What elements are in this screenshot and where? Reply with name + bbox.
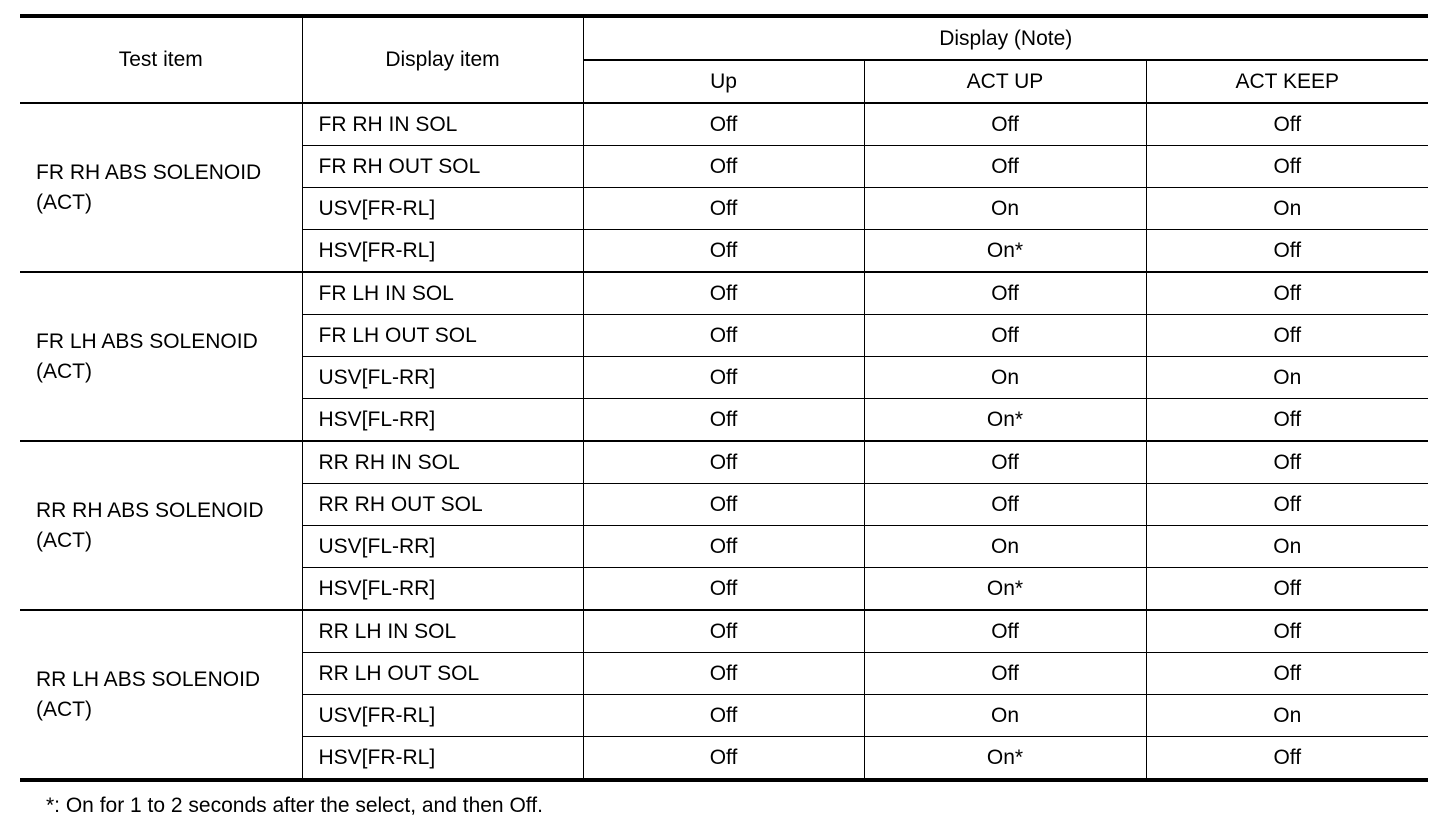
header-up: Up (583, 60, 864, 103)
display-item-cell: USV[FR-RL] (302, 695, 583, 737)
act-up-value-cell: Off (864, 484, 1146, 526)
up-value-cell: Off (583, 103, 864, 146)
display-item-cell: FR LH OUT SOL (302, 315, 583, 357)
up-value-cell: Off (583, 484, 864, 526)
up-value-cell: Off (583, 272, 864, 315)
act-keep-value-cell: On (1146, 695, 1428, 737)
test-item-suffix: (ACT) (36, 359, 92, 383)
up-value-cell: Off (583, 653, 864, 695)
display-item-cell: FR RH OUT SOL (302, 146, 583, 188)
act-keep-value-cell: On (1146, 357, 1428, 399)
test-item-suffix: (ACT) (36, 528, 92, 552)
table-row (20, 272, 1428, 315)
table-row (20, 441, 1428, 484)
up-value-cell: Off (583, 357, 864, 399)
table-body (20, 103, 1428, 780)
display-item-cell: HSV[FL-RR] (302, 399, 583, 442)
display-item-cell: RR LH IN SOL (302, 610, 583, 653)
act-keep-value-cell: Off (1146, 146, 1428, 188)
display-item-cell: RR RH OUT SOL (302, 484, 583, 526)
header-act-up: ACT UP (864, 60, 1146, 103)
display-item-cell: USV[FL-RR] (302, 526, 583, 568)
up-value-cell: Off (583, 610, 864, 653)
test-item-cell (20, 441, 302, 610)
act-up-value-cell: Off (864, 315, 1146, 357)
act-up-value-cell: On* (864, 230, 1146, 273)
test-item-label: RR RH ABS SOLENOID (36, 498, 264, 522)
display-item-cell: USV[FR-RL] (302, 188, 583, 230)
display-item-cell: USV[FL-RR] (302, 357, 583, 399)
act-up-value-cell: On* (864, 568, 1146, 611)
up-value-cell: Off (583, 737, 864, 781)
up-value-cell: Off (583, 526, 864, 568)
act-up-value-cell: Off (864, 272, 1146, 315)
act-keep-value-cell: On (1146, 188, 1428, 230)
act-up-value-cell: Off (864, 653, 1146, 695)
up-value-cell: Off (583, 315, 864, 357)
act-keep-value-cell: Off (1146, 272, 1428, 315)
test-item-suffix: (ACT) (36, 190, 92, 214)
display-item-cell: RR RH IN SOL (302, 441, 583, 484)
test-item-cell (20, 103, 302, 272)
test-item-label: RR LH ABS SOLENOID (36, 667, 261, 691)
act-up-value-cell: Off (864, 610, 1146, 653)
footnote: *: On for 1 to 2 seconds after the select, and then Off. (46, 794, 543, 817)
up-value-cell: Off (583, 441, 864, 484)
act-keep-value-cell: Off (1146, 315, 1428, 357)
act-keep-value-cell: Off (1146, 103, 1428, 146)
table-row (20, 103, 1428, 146)
act-keep-value-cell: Off (1146, 653, 1428, 695)
test-item-cell (20, 610, 302, 780)
act-up-value-cell: Off (864, 441, 1146, 484)
test-item-label: FR RH ABS SOLENOID (36, 160, 262, 184)
act-up-value-cell: Off (864, 103, 1146, 146)
actuator-test-table (20, 14, 1428, 782)
act-up-value-cell: On (864, 526, 1146, 568)
display-item-cell: HSV[FR-RL] (302, 230, 583, 273)
act-keep-value-cell: Off (1146, 737, 1428, 781)
up-value-cell: Off (583, 230, 864, 273)
display-item-cell: FR LH IN SOL (302, 272, 583, 315)
act-up-value-cell: On (864, 188, 1146, 230)
test-item-cell (20, 272, 302, 441)
act-up-value-cell: On* (864, 737, 1146, 781)
act-up-value-cell: On (864, 357, 1146, 399)
act-keep-value-cell: Off (1146, 441, 1428, 484)
up-value-cell: Off (583, 695, 864, 737)
header-display-note: Display (Note) (583, 16, 1428, 60)
act-keep-value-cell: Off (1146, 484, 1428, 526)
up-value-cell: Off (583, 568, 864, 611)
display-item-cell: FR RH IN SOL (302, 103, 583, 146)
table-header (20, 16, 1428, 103)
up-value-cell: Off (583, 188, 864, 230)
act-up-value-cell: On (864, 695, 1146, 737)
test-item-label: FR LH ABS SOLENOID (36, 329, 258, 353)
up-value-cell: Off (583, 146, 864, 188)
display-item-cell: RR LH OUT SOL (302, 653, 583, 695)
act-keep-value-cell: Off (1146, 568, 1428, 611)
test-item-suffix: (ACT) (36, 697, 92, 721)
act-keep-value-cell: Off (1146, 610, 1428, 653)
act-keep-value-cell: Off (1146, 230, 1428, 273)
display-item-cell: HSV[FR-RL] (302, 737, 583, 781)
act-up-value-cell: On* (864, 399, 1146, 442)
header-act-keep: ACT KEEP (1146, 60, 1428, 103)
up-value-cell: Off (583, 399, 864, 442)
actuator-test-table-wrapper (20, 14, 1428, 782)
act-up-value-cell: Off (864, 146, 1146, 188)
table-row (20, 610, 1428, 653)
header-test-item: Test item (20, 16, 302, 103)
act-keep-value-cell: On (1146, 526, 1428, 568)
display-item-cell: HSV[FL-RR] (302, 568, 583, 611)
act-keep-value-cell: Off (1146, 399, 1428, 442)
header-display-item: Display item (302, 16, 583, 103)
